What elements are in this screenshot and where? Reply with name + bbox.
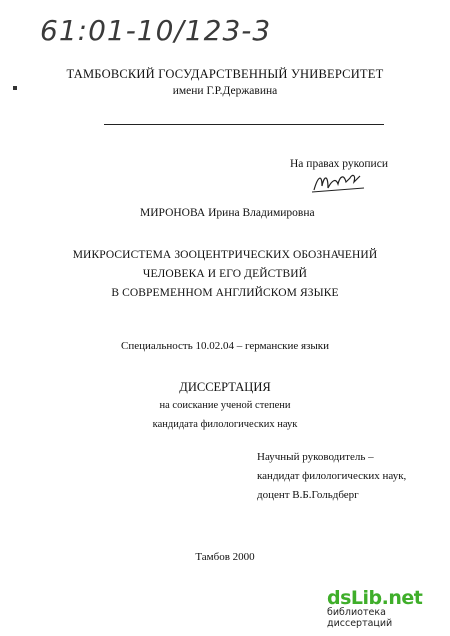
watermark-tagline: библиотека диссертаций (327, 607, 393, 629)
university-dedication: имени Г.Р.Державина (172, 85, 278, 97)
document-type: ДИССЕРТАЦИЯ (179, 380, 271, 394)
degree-line-2: кандидата филологических наук (152, 419, 298, 430)
author-name: МИРОНОВА Ирина Владимировна (140, 207, 315, 219)
city-year: Тамбов 2000 (195, 551, 255, 563)
supervisor-line-2: кандидат филологических наук, (257, 470, 407, 482)
supervisor-line-1: Научный руководитель – (257, 451, 374, 463)
thesis-title-line-3: В СОВРЕМЕННОМ АНГЛИЙСКОМ ЯЗЫКЕ (111, 287, 339, 299)
thesis-title-line-2: ЧЕЛОВЕКА И ЕГО ДЕЙСТВИЙ (142, 268, 308, 280)
thesis-title-line-1: МИКРОСИСТЕМА ЗООЦЕНТРИЧЕСКИХ ОБОЗНАЧЕНИЙ (72, 249, 378, 261)
watermark-brand: dsLib.net (327, 587, 423, 609)
degree-line-1: на соискание ученой степени (159, 400, 291, 411)
university-name: ТАМБОВСКИЙ ГОСУДАРСТВЕННЫЙ УНИВЕРСИТЕТ (66, 67, 384, 81)
handwritten-archive-code: 61:01-10/123-3 (40, 14, 272, 47)
signature (310, 170, 370, 196)
header-divider (104, 124, 384, 125)
specialty: Специальность 10.02.04 – германские языки (121, 340, 329, 352)
rights-note: На правах рукописи (290, 158, 388, 170)
dslib-watermark (327, 587, 442, 629)
supervisor-line-3: доцент В.Б.Гольдберг (257, 489, 359, 501)
